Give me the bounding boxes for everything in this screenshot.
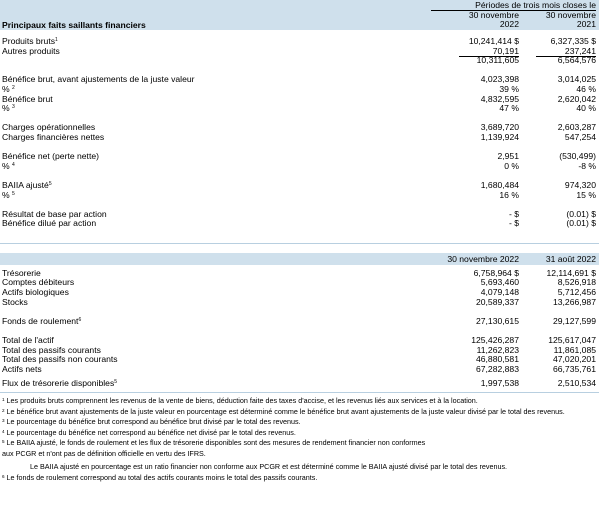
- value-prior: 11,861,085: [553, 344, 596, 355]
- footnote: [0, 396, 599, 407]
- value-current: 20,589,337: [475, 296, 519, 307]
- value-prior: 6,327,335 $: [550, 36, 596, 46]
- table-row-subtotal: [0, 56, 599, 66]
- footnote: [0, 417, 599, 428]
- value-prior: 12,114,691 $: [546, 267, 596, 278]
- value-prior: 15 %: [576, 189, 596, 200]
- row-label: Produits bruts: [2, 36, 56, 46]
- footnote-text: Le pourcentage du bénéfice net correspond au bénéfice net divisé par le total des revenus.: [4, 427, 296, 437]
- footnote-ref: 5: [12, 190, 15, 197]
- value-prior: 8,526,918: [557, 277, 596, 288]
- section1-header: [0, 0, 599, 30]
- footnote-text: aux PCGR et n'ont pas de définition officielle en vertu des IFRS.: [2, 448, 206, 458]
- footnote-number: 6: [2, 473, 5, 479]
- footnote-text: Le fonds de roulement correspond au total des actifs courants moins le total des passifs courants.: [4, 472, 318, 482]
- footnotes: [0, 396, 599, 483]
- value-current: 3,689,720: [480, 122, 519, 133]
- section2-header: [0, 253, 599, 265]
- row-label: Actifs biologiques: [2, 287, 69, 298]
- footnote-number: 1: [2, 397, 5, 402]
- value-prior: 125,617,047: [548, 335, 596, 346]
- footnote: [0, 428, 599, 439]
- value-current: - $: [508, 208, 519, 219]
- value-prior: 237,241: [564, 45, 596, 56]
- value-current: 11,262,823: [476, 344, 519, 355]
- value-current: 2,951: [497, 151, 519, 162]
- value-current: 6,758,964 $: [473, 267, 519, 278]
- value-prior: 547,254: [564, 131, 596, 142]
- value-prior: 46 %: [576, 83, 596, 94]
- table-row: [0, 104, 599, 114]
- footnote-continued: [0, 449, 599, 460]
- row-label: Flux de trésorerie disponibles: [2, 378, 115, 389]
- table-row: [0, 133, 599, 143]
- row-label: Fonds de roulement: [2, 315, 79, 326]
- value-current: 1,139,924: [480, 131, 519, 142]
- footnote: [0, 473, 599, 484]
- value-current: 10,241,414 $: [468, 36, 519, 46]
- value-current: 4,023,398: [480, 74, 519, 85]
- value-current: 1,997,538: [480, 378, 519, 389]
- table-row: [0, 379, 599, 389]
- value-prior: 5,712,456: [557, 287, 596, 298]
- value-current: 0 %: [504, 160, 519, 171]
- footnote-ref: 3: [12, 104, 15, 111]
- footnote: [0, 438, 599, 449]
- footnote-ref: 1: [55, 37, 58, 43]
- row-label: %: [2, 189, 13, 200]
- footnote-ref: 5: [48, 180, 52, 187]
- value-current: 39 %: [499, 83, 519, 94]
- table-row: [0, 298, 599, 308]
- section2-table: [0, 269, 599, 389]
- footnote-text: Le BAIIA ajusté en pourcentage est un ratio financier non conforme aux PCGR et est déterminé comme le BAIIA ajusté divisé par le total des revenus.: [30, 462, 508, 471]
- row-label: %: [2, 103, 13, 114]
- footnote-text: Le bénéfice brut avant ajustements de la juste valeur en pourcentage est déterminé comme le bénéfice brut avant ajustements de la juste valeur divisé par le total des revenus.: [4, 406, 565, 416]
- row-label: Stocks: [2, 296, 28, 307]
- row-label: Résultat de base par action: [2, 208, 107, 219]
- footnote-ref: 2: [12, 84, 15, 91]
- table-row: [0, 191, 599, 201]
- value-current: 4,079,148: [480, 287, 519, 298]
- footnote-number: 4: [2, 428, 5, 434]
- value-prior: 2,620,042: [557, 93, 596, 104]
- col2-header-month: 30 novembre: [545, 10, 596, 20]
- col2-header: 31 août 2022: [545, 253, 596, 264]
- value-prior: 29,127,599: [552, 315, 596, 326]
- value-prior: 3,014,025: [557, 74, 596, 85]
- section1-table: [0, 37, 599, 229]
- row-label: Charges financières nettes: [2, 131, 105, 142]
- col1-header-year: 2022: [499, 19, 519, 29]
- value-prior: 13,266,987: [552, 296, 596, 307]
- value-prior: (0.01) $: [566, 208, 596, 219]
- value-current: 67,282,883: [475, 363, 519, 374]
- col1-header: 30 novembre 2022: [447, 253, 519, 264]
- footnote-ref: 6: [78, 316, 82, 323]
- row-label: Trésorerie: [2, 267, 41, 278]
- value-current: 46,880,581: [475, 354, 519, 365]
- row-label: Total des passifs non courants: [2, 354, 118, 365]
- footnote-ref: 5: [114, 379, 118, 386]
- footnote-number: 5: [2, 439, 5, 444]
- col1-header-month: 30 novembre: [468, 10, 519, 20]
- row-label: %: [2, 160, 13, 171]
- row-label: Bénéfice dilué par action: [2, 218, 97, 229]
- table-row: [0, 365, 599, 375]
- table-row: [0, 162, 599, 172]
- row-label: Autres produits: [2, 45, 60, 56]
- footnote-text: Le BAIIA ajusté, le fonds de roulement et les flux de trésorerie disponibles sont des mesures de rendement financier non conformes: [4, 438, 426, 447]
- footnote: [0, 407, 599, 418]
- row-label: Charges opérationnelles: [2, 122, 96, 133]
- table-row: [0, 219, 599, 229]
- value-current: 70,191: [492, 45, 519, 56]
- footnote-text: Le pourcentage du bénéfice brut correspond au bénéfice brut divisé par le total des revenus.: [4, 417, 301, 426]
- value-prior: 6,564,576: [557, 55, 596, 66]
- row-label: Bénéfice brut, avant ajustements de la juste valeur: [2, 74, 195, 85]
- value-current: 125,426,287: [471, 335, 519, 346]
- row-label: %: [2, 83, 13, 94]
- row-label: Bénéfice net (perte nette): [2, 151, 99, 162]
- value-prior: -8 %: [578, 160, 596, 171]
- value-current: 47 %: [499, 103, 519, 114]
- value-prior: 66,735,761: [552, 363, 596, 374]
- value-prior: (0.01) $: [566, 218, 596, 229]
- row-label: Bénéfice brut: [2, 93, 53, 104]
- col2-header-year: 2021: [576, 19, 596, 29]
- table-row: [0, 317, 599, 327]
- row-label: Total des passifs courants: [2, 344, 101, 355]
- row-label: BAIIA ajusté: [2, 179, 49, 190]
- footnote-ref: 4: [12, 161, 15, 168]
- row-label: Comptes débiteurs: [2, 277, 75, 288]
- period-header: Périodes de trois mois closes le: [475, 0, 596, 10]
- value-prior: (530,499): [559, 151, 596, 162]
- row-label: Actifs nets: [2, 363, 42, 374]
- value-current: 4,832,595: [480, 93, 519, 104]
- section1-title: Principaux faits saillants financiers: [2, 20, 146, 30]
- row-label: Total de l'actif: [2, 335, 54, 346]
- value-current: - $: [508, 218, 519, 229]
- value-current: 16 %: [499, 189, 519, 200]
- value-prior: 40 %: [576, 103, 596, 114]
- value-prior: 47,020,201: [552, 354, 596, 365]
- value-prior: 2,603,287: [557, 122, 596, 133]
- value-prior: 974,320: [564, 179, 596, 190]
- value-current: 27,130,615: [475, 315, 519, 326]
- footnote-number: 3: [2, 418, 5, 423]
- footnote-text: Les produits bruts comprennent les revenus de la vente de biens, déduction faite des taxes d'accise, et les revenus liés aux services et à la location.: [4, 396, 478, 405]
- footnote-continued: [0, 462, 599, 473]
- value-current: 1,680,484: [480, 179, 519, 190]
- value-prior: 2,510,534: [557, 378, 596, 389]
- footnote-number: 2: [2, 407, 5, 413]
- value-current: 10,311,605: [476, 55, 519, 66]
- value-current: 5,693,460: [480, 277, 519, 288]
